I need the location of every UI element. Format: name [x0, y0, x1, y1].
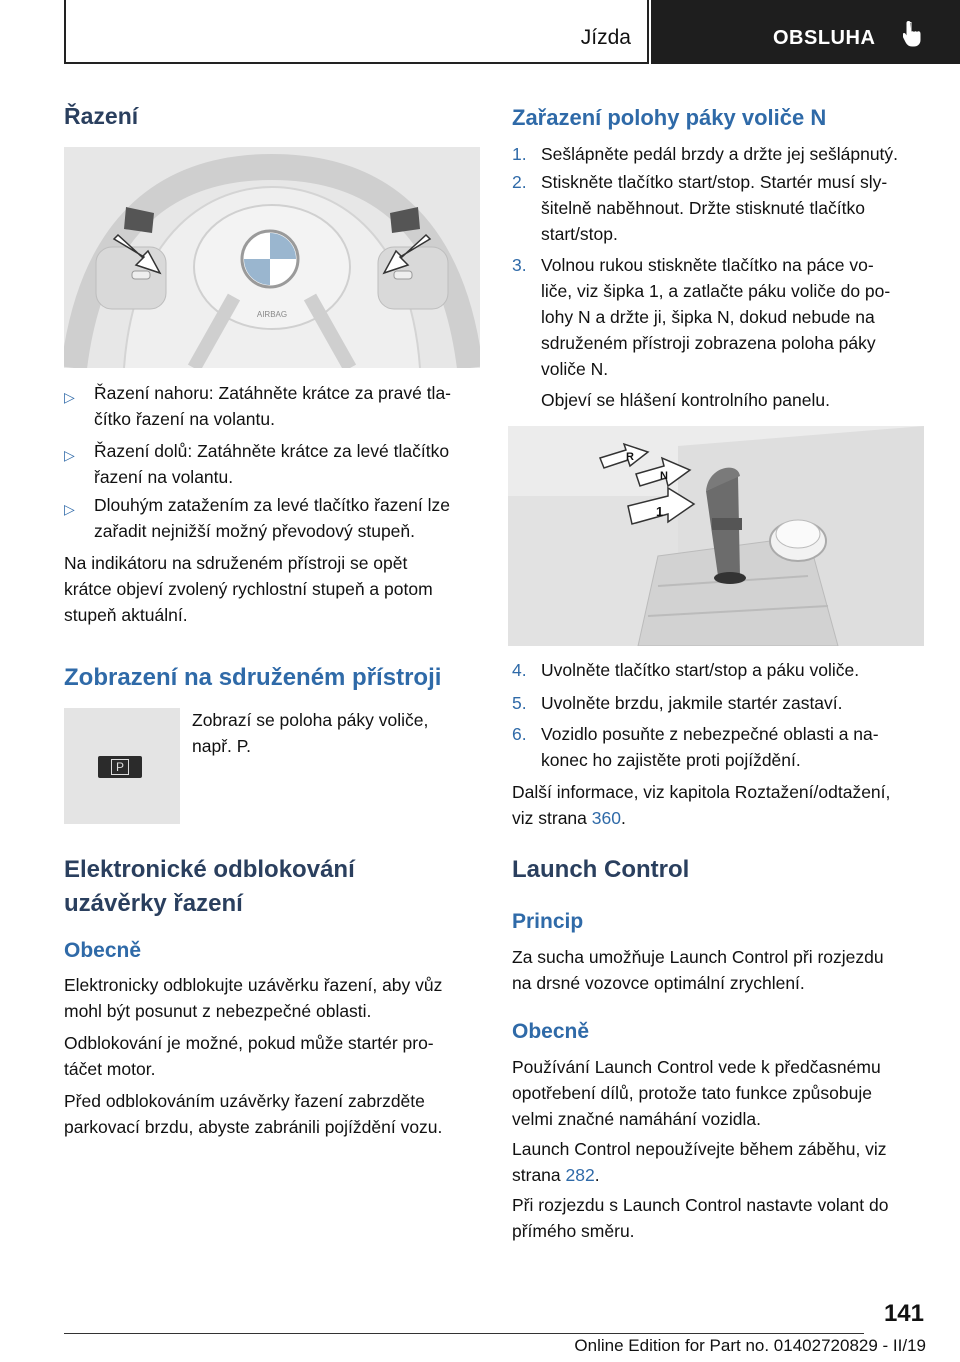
paragraph-indikator: Na indikátoru na sdruženém přístroji se opět krátce objeví zvolený rychlostní stupeň a potom stupeň aktuální. [64, 553, 433, 625]
arrow-r-label: R [626, 451, 634, 463]
airbag-label: AIRBAG [256, 310, 288, 319]
paragraph-odblokujte: Elektronicky odblokujte uzávěrku řazení, aby vůz mohl být posunut z nebezpečné oblasti. [64, 975, 443, 1021]
paragraph-dalsi-informace: Další informace, viz kapitola Roztažení/odtažení, viz strana 360. [512, 782, 891, 828]
steering-wheel-illustration [64, 147, 480, 368]
display-description: Zobrazí se poloha páky voliče, např. P. [192, 710, 429, 756]
paragraph-princip: Za sucha umožňuje Launch Control při rozjezdu na drsné vozovce optimální zrychlení. [512, 947, 884, 993]
step-item: 5. Uvolněte brzdu, jakmile startér zastaví. [512, 693, 843, 713]
gear-selector-illustration [508, 426, 924, 646]
page-header [0, 0, 960, 66]
arrow-n-label: N [660, 470, 668, 482]
paragraph-obecne-2: Používání Launch Control vede k předčasnému opotřebení dílů, protože tato funkce způsobuje velmi značné namáhání vozidla. [512, 1057, 881, 1129]
paragraph-nepouzivejte: Launch Control nepoužívejte během záběhu, viz strana 282. [512, 1139, 887, 1185]
page-number: 141 [883, 1300, 924, 1327]
chapter-tab[interactable] [651, 0, 960, 64]
chapter-tab-label: OBSLUHA [773, 27, 876, 49]
page-link-282[interactable]: 282 [565, 1165, 595, 1185]
step-item: 2. Stiskněte tlačítko start/stop. Startér musí sly- šitelně naběhnout. Držte stisknuté tlačítko start/stop. [512, 172, 888, 244]
hand-pointer-icon [903, 20, 929, 53]
bullet-item: ▷ Dlouhým zatažením za levé tlačítko řazení lze zařadit nejnižší možný převodový stupeň. [64, 495, 450, 541]
heading-obecne: Obecně [64, 939, 142, 962]
heading-launch-control: Launch Control [512, 856, 690, 883]
step-item: 4. Uvolněte tlačítko start/stop a páku voliče. [512, 660, 860, 680]
heading-razeni: Řazení [64, 103, 139, 129]
heading-elektronicke: Elektronické odblokování uzávěrky řazení [64, 856, 355, 917]
step3-note: Objeví se hlášení kontrolního panelu. [541, 390, 830, 410]
page-link-360[interactable]: 360 [591, 808, 621, 828]
header-frame [64, 0, 649, 64]
bullet-item: ▷ Řazení dolů: Zatáhněte krátce za levé tlačítko řazení na volantu. [64, 441, 450, 487]
heading-zobrazeni: Zobrazení na sdruženém přístroji [64, 664, 442, 691]
heading-obecne-2: Obecně [512, 1020, 590, 1043]
paragraph-rozjezd: Při rozjezdu s Launch Control nastavte volant do přímého směru. [512, 1195, 889, 1241]
section-title: Jízda [580, 26, 631, 49]
display-illustration [64, 708, 180, 824]
step-item: 3. Volnou rukou stiskněte tlačítko na páce vo- liče, viz šipka 1, a zatlačte páku voliče do po- lohy N a držte ji, šipka N, dokud nebude na sdruženém přístroji zobrazena poloha páky voliče N. [512, 255, 891, 379]
paragraph-pred-odblokovanim: Před odblokováním uzávěrky řazení zabrzděte parkovací brzdu, abyste zabránili pojíždění vozu. [64, 1091, 443, 1137]
gear-display-box [98, 756, 142, 778]
step-item: 1. Sešlápněte pedál brzdy a držte jej sešlápnutý. [512, 144, 899, 164]
paragraph-odblokovani: Odblokování je možné, pokud může startér pro- táčet motor. [64, 1033, 434, 1079]
step-item: 6. Vozidlo posuňte z nebezpečné oblasti a na- konec ho zajistěte proti pojíždění. [512, 724, 879, 770]
gear-display-symbol: P [111, 759, 129, 775]
triangle-bullet-icon: ▷ [64, 447, 75, 463]
heading-zarazeni: Zařazení polohy páky voliče N [512, 105, 827, 130]
arrow-1-label: 1 [656, 504, 664, 519]
triangle-bullet-icon: ▷ [64, 501, 75, 517]
triangle-bullet-icon: ▷ [64, 389, 75, 405]
heading-princip: Princip [512, 910, 584, 933]
bullet-item: ▷ Řazení nahoru: Zatáhněte krátce za pravé tla- čítko řazení na volantu. [64, 383, 452, 429]
footer-divider [64, 1333, 864, 1334]
edition-footer: Online Edition for Part no. 01402720829 - II/19 [574, 1336, 926, 1355]
